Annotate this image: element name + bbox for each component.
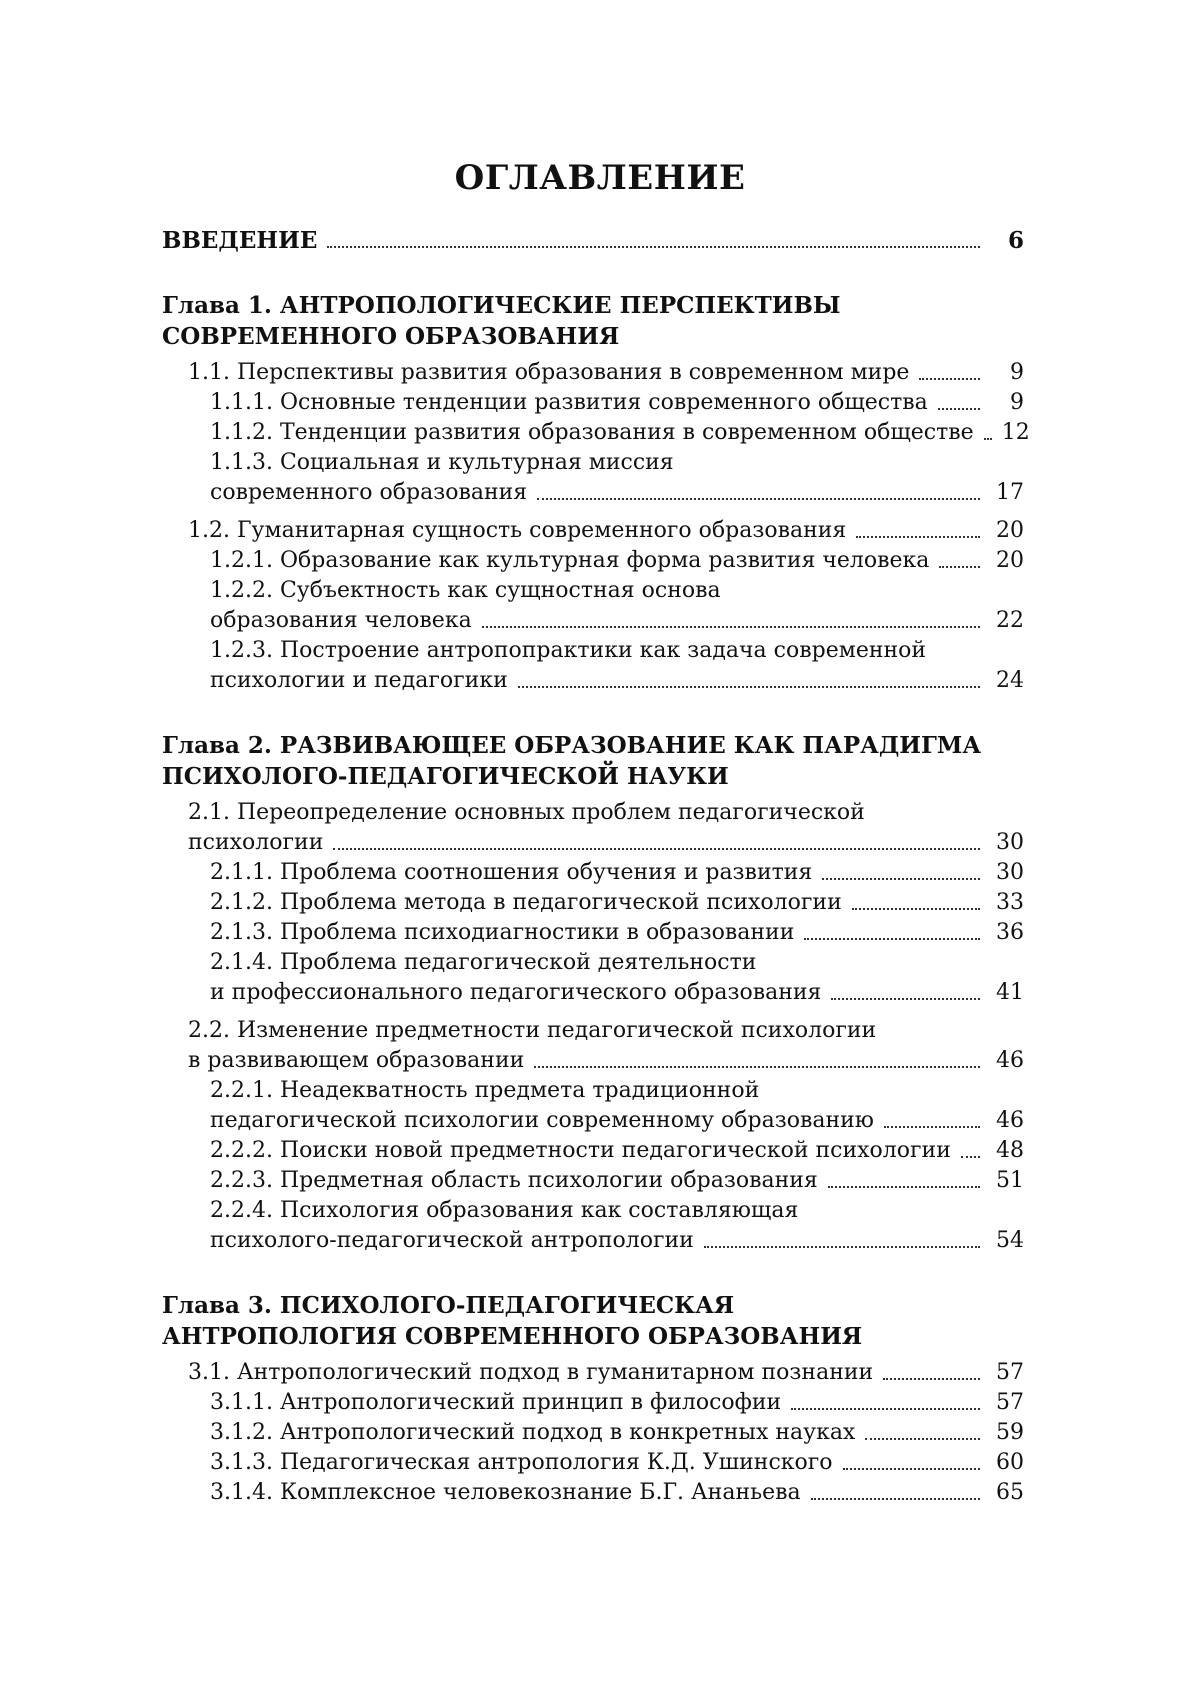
table-of-contents (162, 226, 1030, 1508)
toc-entry-1-2-2[interactable] (162, 576, 1024, 636)
toc-entry-3-1[interactable] (162, 1358, 1024, 1388)
leader-dots (919, 378, 980, 380)
leader-dots (984, 438, 992, 440)
leader-dots (804, 938, 980, 940)
toc-entry-label: 2.2.3. Предметная область психологии образования (210, 1168, 818, 1193)
leader-dots (822, 878, 980, 880)
toc-page-number: 57 (996, 1390, 1024, 1415)
toc-page-number: 30 (996, 860, 1024, 885)
toc-entry-label: 1.2.2. Субъектность как сущностная основа (210, 578, 721, 603)
toc-entry-label: 2.1. Переопределение основных проблем педагогической (188, 800, 865, 825)
toc-page-number: 6 (1007, 227, 1024, 254)
leader-dots (704, 1246, 980, 1248)
toc-entry-intro[interactable] (162, 226, 1024, 256)
toc-page-number: 33 (996, 890, 1024, 915)
toc-entry-label: 2.1.1. Проблема соотношения обучения и развития (210, 860, 813, 885)
toc-entry-label: 2.1.2. Проблема метода в педагогической психологии (210, 890, 842, 915)
toc-page-number: 48 (996, 1138, 1024, 1163)
leader-dots (856, 536, 980, 538)
leader-dots (843, 1468, 980, 1470)
toc-page-number: 17 (996, 480, 1024, 505)
toc-entry-label-cont: психологии и педагогики (210, 668, 508, 693)
toc-page-number: 9 (1010, 390, 1024, 415)
toc-entry-label-cont: современного образования (210, 480, 528, 505)
leader-dots (961, 1156, 980, 1158)
leader-dots (327, 246, 980, 248)
toc-entry-label: ВВЕДЕНИЕ (162, 227, 318, 254)
toc-entry-label-cont: педагогической психологии современному образованию (210, 1108, 874, 1133)
toc-entry-label-cont: и профессионального педагогического образования (210, 980, 822, 1005)
leader-dots (534, 1066, 980, 1068)
chapter-title-line: Глава 1. АНТРОПОЛОГИЧЕСКИЕ ПЕРСПЕКТИВЫ (162, 292, 841, 319)
toc-entry-label: 2.1.3. Проблема психодиагностики в образовании (210, 920, 795, 945)
toc-entry-2-2[interactable] (162, 1016, 1024, 1076)
toc-entry-1-2-1[interactable] (162, 546, 1024, 576)
chapter-title-line: АНТРОПОЛОГИЯ СОВРЕМЕННОГО ОБРАЗОВАНИЯ (162, 1323, 863, 1350)
leader-dots (938, 408, 980, 410)
toc-entry-3-1-1[interactable] (162, 1388, 1024, 1418)
chapter-title-line: Глава 2. РАЗВИВАЮЩЕЕ ОБРАЗОВАНИЕ КАК ПАРАДИГМА (162, 732, 982, 759)
toc-entry-label: 1.2. Гуманитарная сущность современного образования (188, 518, 847, 543)
leader-dots (811, 1498, 980, 1500)
toc-entry-label: 2.2.2. Поиски новой предметности педагогической психологии (210, 1138, 951, 1163)
toc-entry-label: 1.1.3. Социальная и культурная миссия (210, 450, 674, 475)
toc-entry-1-2-3[interactable] (162, 636, 1024, 696)
toc-page-number: 65 (996, 1480, 1024, 1505)
leader-dots (333, 848, 980, 850)
toc-entry-label: 1.2.1. Образование как культурная форма развития человека (210, 548, 930, 573)
toc-page-number: 12 (1001, 420, 1030, 445)
toc-entry-2-2-2[interactable] (162, 1136, 1024, 1166)
chapter-heading-2[interactable] (162, 730, 1024, 792)
toc-page-number: 41 (996, 980, 1024, 1005)
leader-dots (939, 566, 980, 568)
toc-page-number: 9 (1010, 360, 1024, 385)
toc-page-number: 46 (996, 1108, 1024, 1133)
toc-entry-label: 3.1.3. Педагогическая антропология К.Д. Ушинского (210, 1450, 833, 1475)
toc-page-number: 22 (996, 608, 1024, 633)
toc-entry-label: 1.2.3. Построение антропопрактики как задача современной (210, 638, 927, 663)
toc-entry-2-1-1[interactable] (162, 858, 1024, 888)
toc-entry-label: 1.1. Перспективы развития образования в современном мире (188, 360, 910, 385)
toc-entry-label: 2.2. Изменение предметности педагогической психологии (188, 1018, 877, 1043)
toc-entry-2-1-2[interactable] (162, 888, 1024, 918)
toc-page-number: 30 (996, 830, 1024, 855)
chapter-title-line: ПСИХОЛОГО-ПЕДАГОГИЧЕСКОЙ НАУКИ (162, 763, 729, 790)
toc-entry-1-1-3[interactable] (162, 448, 1024, 508)
toc-entry-label-cont: в развивающем образовании (188, 1048, 525, 1073)
toc-entry-1-2[interactable] (162, 516, 1024, 546)
toc-entry-label: 3.1.1. Антропологический принцип в философии (210, 1390, 782, 1415)
toc-page-number: 24 (996, 668, 1024, 693)
chapter-heading-1[interactable] (162, 290, 1024, 352)
chapter-title-line: СОВРЕМЕННОГО ОБРАЗОВАНИЯ (162, 323, 620, 350)
toc-page-number: 36 (996, 920, 1024, 945)
toc-entry-label: 3.1.2. Антропологический подход в конкретных науках (210, 1420, 856, 1445)
leader-dots (518, 686, 980, 688)
toc-page-number: 57 (996, 1360, 1024, 1385)
toc-page-number: 46 (996, 1048, 1024, 1073)
toc-entry-3-1-2[interactable] (162, 1418, 1024, 1448)
toc-entry-2-2-1[interactable] (162, 1076, 1024, 1136)
toc-entry-label-cont: психологии (188, 830, 324, 855)
toc-entry-label: 3.1.4. Комплексное человекознание Б.Г. Ананьева (210, 1480, 801, 1505)
leader-dots (791, 1408, 980, 1410)
toc-page-number: 20 (996, 548, 1024, 573)
toc-entry-2-2-3[interactable] (162, 1166, 1024, 1196)
toc-entry-3-1-3[interactable] (162, 1448, 1024, 1478)
toc-entry-label: 2.2.1. Неадекватность предмета традиционной (210, 1078, 760, 1103)
toc-entry-label: 2.1.4. Проблема педагогической деятельности (210, 950, 757, 975)
toc-entry-label: 1.1.2. Тенденции развития образования в современном обществе (210, 420, 974, 445)
chapter-heading-3[interactable] (162, 1290, 1024, 1352)
toc-entry-1-1[interactable] (162, 358, 1024, 388)
toc-page-number: 59 (996, 1420, 1024, 1445)
toc-entry-label-cont: психолого-педагогической антропологии (210, 1228, 694, 1253)
leader-dots (865, 1438, 980, 1440)
toc-entry-2-1[interactable] (162, 798, 1024, 858)
toc-page-number: 54 (996, 1228, 1024, 1253)
toc-page-number: 60 (996, 1450, 1024, 1475)
leader-dots (828, 1186, 980, 1188)
toc-page-number: 51 (996, 1168, 1024, 1193)
chapter-title-line: Глава 3. ПСИХОЛОГО-ПЕДАГОГИЧЕСКАЯ (162, 1292, 735, 1319)
toc-entry-2-2-4[interactable] (162, 1196, 1024, 1256)
toc-page-number: 20 (996, 518, 1024, 543)
toc-entry-label: 1.1.1. Основные тенденции развития современного общества (210, 390, 928, 415)
leader-dots (482, 626, 980, 628)
toc-entry-1-1-1[interactable] (162, 388, 1024, 418)
toc-entry-1-1-2[interactable] (162, 418, 1030, 448)
leader-dots (537, 498, 980, 500)
toc-entry-label-cont: образования человека (210, 608, 472, 633)
toc-entry-2-1-4[interactable] (162, 948, 1024, 1008)
leader-dots (883, 1378, 980, 1380)
leader-dots (831, 998, 980, 1000)
page-title: ОГЛАВЛЕНИЕ (454, 158, 746, 198)
toc-entry-label: 3.1. Антропологический подход в гуманитарном познании (188, 1360, 874, 1385)
toc-entry-3-1-4[interactable] (162, 1478, 1024, 1508)
leader-dots (884, 1126, 980, 1128)
leader-dots (852, 908, 980, 910)
toc-entry-2-1-3[interactable] (162, 918, 1024, 948)
toc-entry-label: 2.2.4. Психология образования как составляющая (210, 1198, 799, 1223)
